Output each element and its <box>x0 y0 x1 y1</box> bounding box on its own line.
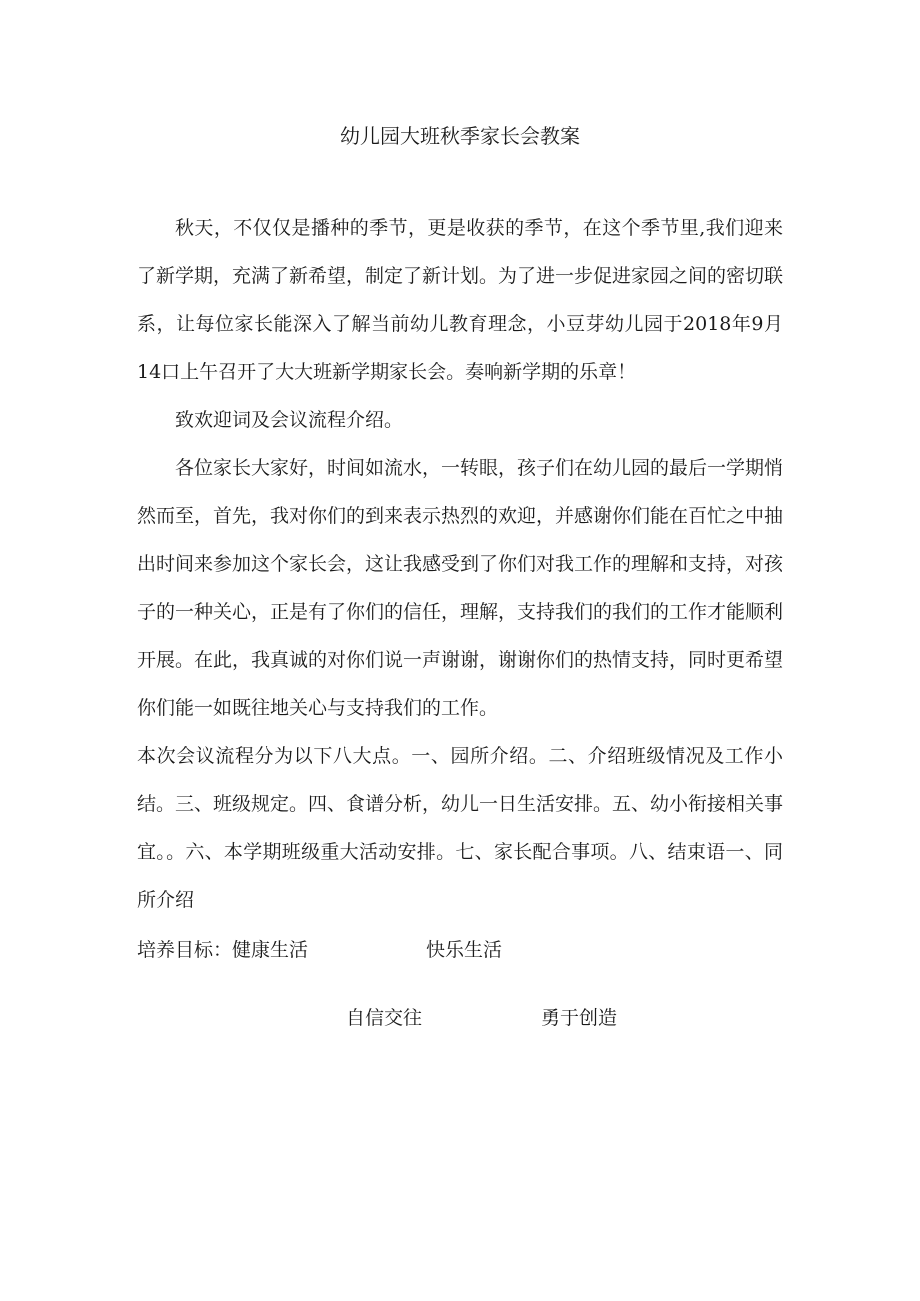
goal-item: 勇于创造 <box>541 1007 618 1029</box>
document-title: 幼儿园大班秋季家长会教案 <box>340 124 580 148</box>
paragraph-meeting-agenda: 本次会议流程分为以下八大点。一、园所介绍。二、介绍班级情况及工作小结。三、班级规定。四、食谱分析，幼儿一日生活安排。五、幼小衔接相关事宜。。六、本学期班级重大活动安排。七、家长配合事项。八、结束语一、同所介绍 <box>137 745 784 911</box>
goal-item: 自信交往 <box>346 1007 423 1029</box>
training-goals-row-1 <box>137 926 783 974</box>
goal-item: 健康生活 <box>232 939 309 961</box>
paragraph-welcome-speech: 各位家长大家好，时间如流水，一转眼，孩子们在幼儿园的最后一学期悄然而至，首先，我对你们的到来表示热烈的欢迎，并感谢你们能在百忙之中抽出时间来参加这个家长会，这让我感受到了你们对我工作的理解和支持，对孩子的一种关心，正是有了你们的信任，理解，支持我们的我们的工作才能顺利开展。在此，我真诚的对你们说一声谢谢，谢谢你们的热情支持，同时更希望你们能一如既往地关心与支持我们的工作。 <box>137 457 784 719</box>
paragraph-intro: 秋天，不仅仅是播种的季节，更是收获的季节，在这个季节里,我们迎来了新学期，充满了新希望，制定了新计划。为了进一步促进家园之间的密切联系，让每位家长能深入了解当前幼儿教育理念，小豆芽幼儿园于2018年9月14口上午召开了大大班新学期家长会。奏响新学期的乐章！ <box>137 217 784 383</box>
paragraph-welcome-heading: 致欢迎词及会议流程介绍。 <box>175 409 404 431</box>
training-goals-label: 培养目标： <box>137 939 233 961</box>
goal-item: 快乐生活 <box>426 939 503 961</box>
